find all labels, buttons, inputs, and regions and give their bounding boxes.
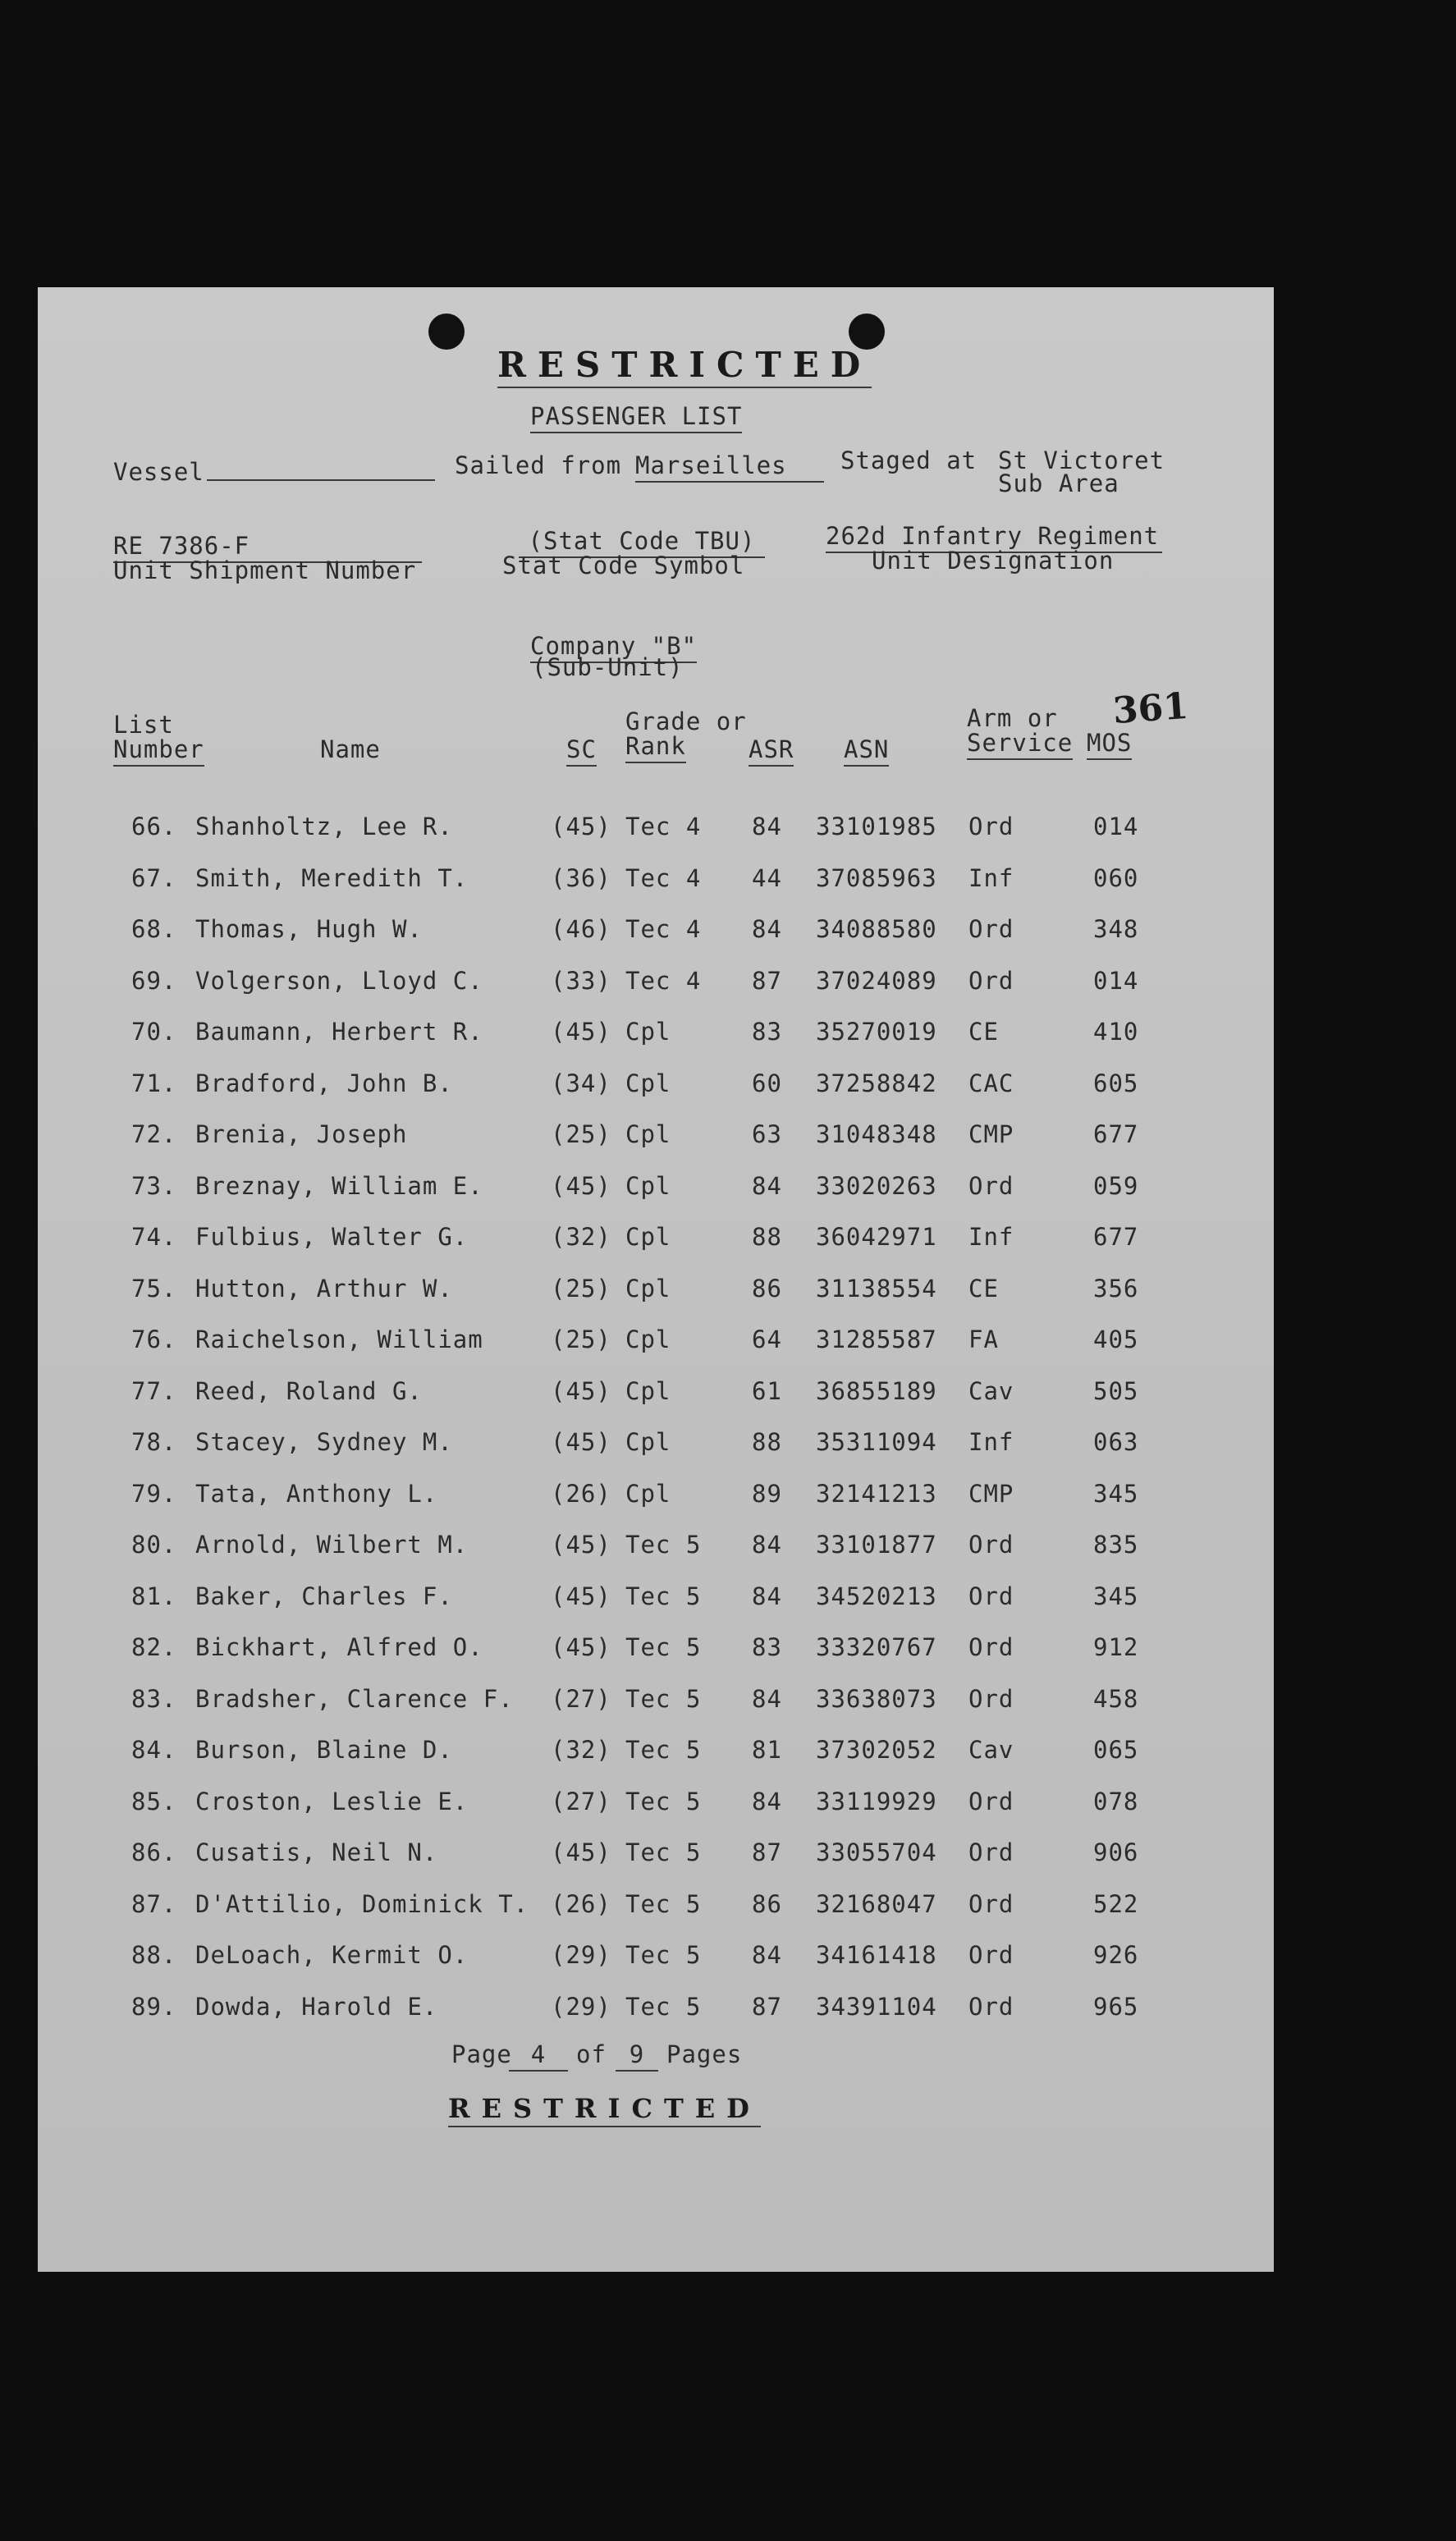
cell-num: 73. [131, 1171, 177, 1200]
cell-mos: 348 [1093, 915, 1139, 943]
cell-asn: 34520213 [816, 1582, 937, 1610]
cell-asn: 32141213 [816, 1479, 937, 1508]
cell-rank: Cpl [625, 1479, 671, 1508]
cell-asn: 33101985 [816, 813, 937, 840]
cell-asr: 86 [752, 1274, 782, 1303]
stat-code-label: Stat Code Symbol [502, 552, 745, 579]
table-row [38, 1531, 1274, 1564]
cell-rank: Tec 5 [625, 1787, 702, 1815]
cell-num: 88. [131, 1941, 177, 1969]
cell-name: Burson, Blaine D. [195, 1736, 453, 1764]
table-row [38, 1120, 1274, 1153]
cell-mos: 505 [1093, 1376, 1139, 1405]
cell-num: 72. [131, 1120, 177, 1148]
cell-asn: 31285587 [816, 1325, 937, 1353]
cell-asr: 84 [752, 1531, 782, 1559]
cell-asr: 86 [752, 1889, 782, 1918]
cell-asn: 32168047 [816, 1889, 937, 1918]
cell-sc: (45) [551, 1531, 611, 1559]
cell-num: 66. [131, 813, 177, 840]
header-service: Service [967, 729, 1073, 760]
cell-asn: 31138554 [816, 1274, 937, 1303]
restricted-stamp-top: RESTRICTED [497, 345, 872, 388]
table-row [38, 1685, 1274, 1718]
cell-asn: 35311094 [816, 1428, 937, 1456]
cell-arm: Ord [968, 915, 1014, 943]
footer-page-label: Page [451, 2040, 512, 2068]
cell-arm: Ord [968, 1684, 1014, 1713]
cell-rank: Tec 5 [625, 1941, 702, 1969]
table-row [38, 915, 1274, 948]
cell-name: Croston, Leslie E. [195, 1787, 469, 1815]
cell-mos: 356 [1093, 1274, 1139, 1303]
cell-asr: 89 [752, 1479, 782, 1508]
stat-code-value: (Stat Code TBU) [519, 527, 765, 558]
cell-asr: 64 [752, 1325, 782, 1353]
cell-arm: Inf [968, 1428, 1014, 1456]
cell-mos: 906 [1093, 1838, 1139, 1866]
staged-at-label: Staged at [840, 446, 978, 474]
restricted-stamp-bottom: RESTRICTED [448, 2093, 761, 2127]
cell-sc: (36) [551, 863, 611, 892]
cell-num: 84. [131, 1736, 177, 1764]
cell-arm: FA [968, 1325, 999, 1353]
cell-sc: (45) [551, 1018, 611, 1046]
header-arm: Arm or [967, 704, 1058, 732]
cell-name: Bradford, John B. [195, 1069, 453, 1097]
cell-asr: 44 [752, 863, 782, 892]
cell-asn: 37085963 [816, 863, 937, 892]
cell-asr: 63 [752, 1120, 782, 1148]
cell-sc: (33) [551, 966, 611, 995]
cell-asr: 88 [752, 1428, 782, 1456]
cell-name: Cusatis, Neil N. [195, 1838, 438, 1866]
cell-arm: CMP [968, 1479, 1014, 1508]
table-row [38, 1275, 1274, 1307]
unit-shipment-number: RE 7386-F [113, 532, 422, 563]
cell-num: 79. [131, 1479, 177, 1508]
cell-sc: (45) [551, 813, 611, 840]
cell-arm: Ord [968, 1992, 1014, 2021]
cell-rank: Cpl [625, 1069, 671, 1097]
cell-mos: 410 [1093, 1018, 1139, 1046]
cell-mos: 926 [1093, 1941, 1139, 1969]
cell-arm: Ord [968, 1889, 1014, 1918]
cell-mos: 458 [1093, 1684, 1139, 1713]
cell-asr: 60 [752, 1069, 782, 1097]
table-row [38, 813, 1274, 845]
cell-mos: 965 [1093, 1992, 1139, 2021]
footer-of-label: of [576, 2040, 607, 2068]
cell-name: Tata, Anthony L. [195, 1479, 438, 1508]
document-sheet [38, 287, 1274, 2272]
cell-asn: 37302052 [816, 1736, 937, 1764]
cell-rank: Tec 5 [625, 1684, 702, 1713]
cell-rank: Tec 5 [625, 1889, 702, 1918]
header-mos: MOS [1087, 729, 1132, 760]
cell-num: 85. [131, 1787, 177, 1815]
cell-num: 80. [131, 1531, 177, 1559]
cell-mos: 063 [1093, 1428, 1139, 1456]
cell-sc: (29) [551, 1992, 611, 2021]
table-row [38, 1788, 1274, 1820]
cell-num: 76. [131, 1325, 177, 1353]
cell-arm: CE [968, 1274, 999, 1303]
table-row [38, 1838, 1274, 1871]
cell-name: Raichelson, William [195, 1325, 483, 1353]
cell-name: Bradsher, Clarence F. [195, 1684, 514, 1713]
cell-rank: Tec 5 [625, 1531, 702, 1559]
cell-rank: Cpl [625, 1171, 671, 1200]
cell-name: Shanholtz, Lee R. [195, 813, 453, 840]
cell-rank: Cpl [625, 1223, 671, 1251]
cell-name: Breznay, William E. [195, 1171, 483, 1200]
cell-arm: Ord [968, 813, 1014, 840]
table-row [38, 1223, 1274, 1256]
cell-num: 71. [131, 1069, 177, 1097]
cell-asr: 81 [752, 1736, 782, 1764]
cell-rank: Tec 5 [625, 1736, 702, 1764]
cell-mos: 677 [1093, 1223, 1139, 1251]
cell-rank: Tec 5 [625, 1633, 702, 1661]
header-number: Number [113, 735, 204, 767]
header-rank: Rank [625, 732, 686, 763]
cell-asn: 37258842 [816, 1069, 937, 1097]
cell-asr: 88 [752, 1223, 782, 1251]
cell-sc: (46) [551, 915, 611, 943]
cell-sc: (45) [551, 1171, 611, 1200]
punch-hole-left [428, 314, 465, 350]
cell-arm: Cav [968, 1376, 1014, 1405]
table-row [38, 1018, 1274, 1051]
cell-rank: Tec 5 [625, 1838, 702, 1866]
cell-asn: 33020263 [816, 1171, 937, 1200]
cell-asr: 84 [752, 915, 782, 943]
footer-pages-label: Pages [666, 2040, 743, 2068]
cell-sc: (29) [551, 1941, 611, 1969]
cell-asr: 87 [752, 1992, 782, 2021]
cell-name: Baumann, Herbert R. [195, 1018, 483, 1046]
header-sc: SC [566, 735, 597, 767]
cell-asr: 83 [752, 1633, 782, 1661]
table-row [38, 1480, 1274, 1513]
sailed-from-label: Sailed from [455, 451, 622, 479]
cell-name: Brenia, Joseph [195, 1120, 408, 1148]
cell-num: 81. [131, 1582, 177, 1610]
footer-page-value: 4 [509, 2040, 568, 2072]
cell-sc: (45) [551, 1633, 611, 1661]
footer-of-value: 9 [616, 2040, 658, 2072]
table-row [38, 1428, 1274, 1461]
cell-asr: 87 [752, 1838, 782, 1866]
cell-num: 82. [131, 1633, 177, 1661]
cell-asn: 34391104 [816, 1992, 937, 2021]
cell-asr: 84 [752, 1684, 782, 1713]
cell-asn: 35270019 [816, 1018, 937, 1046]
staged-at-value-line2: Sub Area [998, 469, 1119, 497]
header-asr: ASR [749, 735, 794, 767]
cell-asr: 84 [752, 1171, 782, 1200]
vessel-label: Vessel [113, 458, 204, 486]
cell-num: 89. [131, 1992, 177, 2021]
cell-sc: (45) [551, 1582, 611, 1610]
cell-sc: (26) [551, 1479, 611, 1508]
cell-rank: Cpl [625, 1274, 671, 1303]
cell-asr: 61 [752, 1376, 782, 1405]
cell-name: Thomas, Hugh W. [195, 915, 423, 943]
cell-arm: CMP [968, 1120, 1014, 1148]
cell-asn: 34088580 [816, 915, 937, 943]
header-list: List [113, 711, 174, 739]
cell-arm: Ord [968, 1171, 1014, 1200]
cell-name: Baker, Charles F. [195, 1582, 453, 1610]
cell-name: Volgerson, Lloyd C. [195, 966, 483, 995]
cell-num: 74. [131, 1223, 177, 1251]
cell-asn: 33055704 [816, 1838, 937, 1866]
cell-arm: Ord [968, 966, 1014, 995]
table-row [38, 1890, 1274, 1923]
cell-mos: 345 [1093, 1479, 1139, 1508]
cell-arm: Ord [968, 1838, 1014, 1866]
cell-num: 75. [131, 1274, 177, 1303]
cell-mos: 405 [1093, 1325, 1139, 1353]
cell-rank: Cpl [625, 1428, 671, 1456]
cell-mos: 835 [1093, 1531, 1139, 1559]
cell-name: Dowda, Harold E. [195, 1992, 438, 2021]
header-asn: ASN [844, 735, 889, 767]
cell-sc: (25) [551, 1120, 611, 1148]
cell-arm: Ord [968, 1633, 1014, 1661]
table-row [38, 1172, 1274, 1205]
cell-mos: 014 [1093, 813, 1139, 840]
cell-arm: Ord [968, 1941, 1014, 1969]
cell-sc: (27) [551, 1787, 611, 1815]
table-row [38, 1069, 1274, 1102]
document-title: PASSENGER LIST [530, 402, 742, 433]
cell-asn: 36042971 [816, 1223, 937, 1251]
header-grade: Grade or [625, 707, 747, 735]
cell-mos: 078 [1093, 1787, 1139, 1815]
cell-name: D'Attilio, Dominick T. [195, 1889, 529, 1918]
handwritten-page-mark: 361 [1111, 684, 1190, 733]
cell-mos: 059 [1093, 1171, 1139, 1200]
cell-rank: Tec 4 [625, 966, 702, 995]
cell-name: Smith, Meredith T. [195, 863, 469, 892]
cell-asr: 83 [752, 1018, 782, 1046]
cell-rank: Cpl [625, 1120, 671, 1148]
cell-mos: 014 [1093, 966, 1139, 995]
cell-asn: 31048348 [816, 1120, 937, 1148]
unit-designation-label: Unit Designation [872, 547, 1115, 575]
cell-name: DeLoach, Kermit O. [195, 1941, 469, 1969]
cell-num: 83. [131, 1684, 177, 1713]
cell-asn: 33101877 [816, 1531, 937, 1559]
table-row [38, 1736, 1274, 1769]
cell-asr: 84 [752, 1941, 782, 1969]
cell-mos: 060 [1093, 863, 1139, 892]
unit-designation-value: 262d Infantry Regiment [826, 522, 1162, 553]
table-row [38, 1582, 1274, 1615]
vessel-blank-line [207, 479, 435, 481]
cell-arm: CE [968, 1018, 999, 1046]
cell-num: 69. [131, 966, 177, 995]
cell-asn: 36855189 [816, 1376, 937, 1405]
cell-asr: 84 [752, 813, 782, 840]
cell-name: Bickhart, Alfred O. [195, 1633, 483, 1661]
cell-sc: (32) [551, 1223, 611, 1251]
cell-arm: Inf [968, 863, 1014, 892]
staged-at-value: St Victoret [998, 446, 1165, 474]
cell-num: 68. [131, 915, 177, 943]
cell-sc: (26) [551, 1889, 611, 1918]
cell-name: Reed, Roland G. [195, 1376, 423, 1405]
cell-name: Stacey, Sydney M. [195, 1428, 453, 1456]
cell-arm: Ord [968, 1531, 1014, 1559]
cell-sc: (27) [551, 1684, 611, 1713]
cell-rank: Cpl [625, 1376, 671, 1405]
cell-sc: (25) [551, 1274, 611, 1303]
cell-arm: Ord [968, 1582, 1014, 1610]
cell-rank: Tec 4 [625, 813, 702, 840]
cell-arm: Ord [968, 1787, 1014, 1815]
cell-num: 87. [131, 1889, 177, 1918]
cell-num: 77. [131, 1376, 177, 1405]
sailed-from-value: Marseilles [635, 451, 824, 483]
cell-asn: 33320767 [816, 1633, 937, 1661]
cell-name: Hutton, Arthur W. [195, 1274, 453, 1303]
cell-asr: 87 [752, 966, 782, 995]
table-row [38, 1993, 1274, 2026]
table-row [38, 1325, 1274, 1358]
cell-sc: (45) [551, 1428, 611, 1456]
table-row [38, 967, 1274, 1000]
unit-shipment-label: Unit Shipment Number [113, 556, 417, 584]
cell-num: 78. [131, 1428, 177, 1456]
cell-rank: Tec 5 [625, 1582, 702, 1610]
cell-mos: 065 [1093, 1736, 1139, 1764]
cell-asn: 33638073 [816, 1684, 937, 1713]
cell-asr: 84 [752, 1582, 782, 1610]
cell-mos: 605 [1093, 1069, 1139, 1097]
cell-num: 67. [131, 863, 177, 892]
table-row [38, 1377, 1274, 1410]
cell-arm: Inf [968, 1223, 1014, 1251]
table-row [38, 1633, 1274, 1666]
cell-rank: Tec 4 [625, 863, 702, 892]
table-row [38, 864, 1274, 897]
cell-arm: CAC [968, 1069, 1014, 1097]
cell-num: 70. [131, 1018, 177, 1046]
cell-asn: 33119929 [816, 1787, 937, 1815]
cell-rank: Cpl [625, 1325, 671, 1353]
cell-asn: 34161418 [816, 1941, 937, 1969]
cell-arm: Cav [968, 1736, 1014, 1764]
cell-sc: (32) [551, 1736, 611, 1764]
cell-name: Fulbius, Walter G. [195, 1223, 469, 1251]
table-row [38, 1941, 1274, 1974]
cell-rank: Cpl [625, 1018, 671, 1046]
cell-rank: Tec 4 [625, 915, 702, 943]
cell-asn: 37024089 [816, 966, 937, 995]
company-label: (Sub-Unit) [532, 653, 684, 681]
cell-mos: 345 [1093, 1582, 1139, 1610]
cell-mos: 677 [1093, 1120, 1139, 1148]
cell-asr: 84 [752, 1787, 782, 1815]
cell-sc: (34) [551, 1069, 611, 1097]
cell-num: 86. [131, 1838, 177, 1866]
cell-sc: (45) [551, 1838, 611, 1866]
cell-mos: 912 [1093, 1633, 1139, 1661]
cell-rank: Tec 5 [625, 1992, 702, 2021]
cell-name: Arnold, Wilbert M. [195, 1531, 469, 1559]
cell-mos: 522 [1093, 1889, 1139, 1918]
cell-sc: (45) [551, 1376, 611, 1405]
header-name: Name [320, 735, 381, 763]
cell-sc: (25) [551, 1325, 611, 1353]
company-value: Company "B" [530, 632, 697, 663]
